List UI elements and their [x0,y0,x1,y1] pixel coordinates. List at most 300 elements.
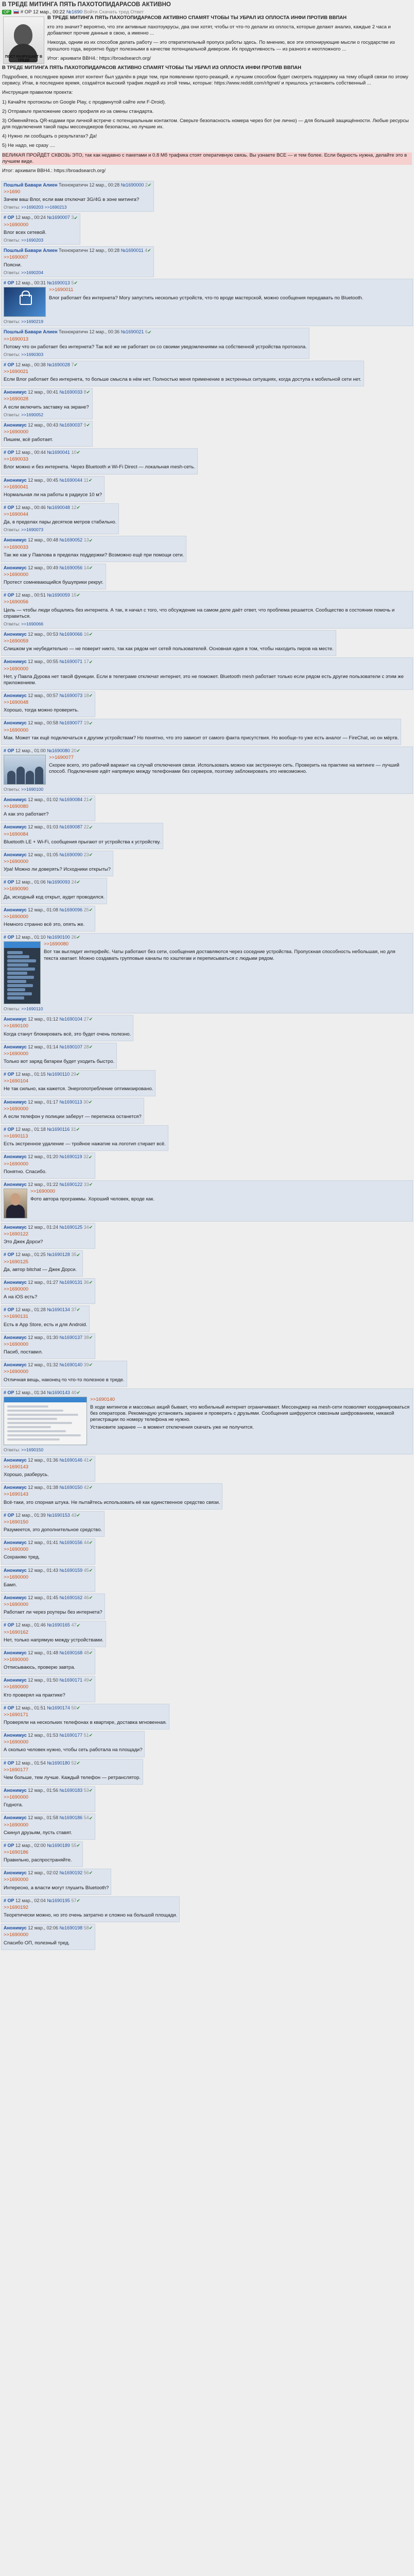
post-replies[interactable] [4,527,116,532]
post-index: 2 [144,182,148,188]
post-attachment[interactable] [4,755,46,785]
post-reply-link[interactable]: >>1690056 [4,599,29,605]
replies-links[interactable]: >>1690303 [21,351,44,357]
post-reply-link[interactable]: >>1690000 [4,1602,29,1608]
post-author: Анонимус [4,1225,27,1230]
post-header [4,632,334,637]
post-header [4,215,78,221]
post-body [4,512,116,526]
post-index: 58 [82,1925,89,1931]
post-reply-link[interactable]: >>1690000 [4,1547,29,1553]
post-index: 32 [82,1154,89,1160]
post-datetime: 12 мар., 01:41 [26,1540,60,1546]
post-number[interactable]: №1690084 [59,796,83,802]
post-replies[interactable] [4,787,410,792]
op-paragraph: 4) Нужно ли сообщать о результатах? Да! [2,133,97,140]
post-index: 36 [82,1279,89,1285]
post-number[interactable]: №1690007 [47,215,70,221]
replies-links[interactable]: >>1690203 >>1690213 [21,205,67,210]
post [1,1153,95,1178]
post-reply-link[interactable]: >>1690011 [49,287,74,293]
op-footer: Итог: архивати BBH4.: https://broadsearch.org/ [2,167,106,174]
op-paragraph: 5) Не надо, не сразу .... [2,143,56,149]
post-header [4,1595,102,1601]
post-replies[interactable] [4,270,151,275]
post-reply-link[interactable]: >>1690100 [4,1023,29,1029]
post-reply-link[interactable]: >>1690192 [4,1904,29,1910]
post-number[interactable]: №1690077 [59,720,83,726]
post-replies[interactable] [4,205,151,210]
replies-links[interactable]: >>1690100 [21,786,44,792]
post-attachment[interactable] [4,1189,27,1218]
chat-row [7,988,25,991]
post-replies[interactable] [4,621,410,626]
post-text: Разумеется, это дополнительное средство. [4,1527,102,1533]
post-reply-link[interactable]: >>1690044 [4,512,29,518]
post-replies[interactable] [4,1006,410,1011]
post-reply-link[interactable]: >>1690000 [4,429,29,435]
post-datetime: 12 мар., 01:38 [26,1485,60,1490]
post-attachment[interactable] [4,287,46,317]
post-replies[interactable] [4,412,90,417]
check-icon: ✔ [76,1622,81,1628]
post-reply-link[interactable]: >>1690000 [4,1286,29,1293]
post-author: # ОР [4,935,14,940]
post-datetime: 12 мар., 01:32 [26,1362,60,1368]
post-reply-link[interactable]: >>1690171 [4,1711,29,1718]
post-number[interactable]: №1690119 [59,1154,82,1160]
post-reply-link[interactable]: >>1690 [4,189,21,195]
post-text: А если телефон у полиции заберут — переписка останется? [4,1113,142,1120]
check-icon: ✔ [89,1788,93,1793]
post-number[interactable]: №1690143 [47,1389,70,1395]
post-reply-link[interactable]: >>1690150 [4,1519,29,1525]
post-text: Отличная вещь, наконец-то что-то полезное в треде. [4,1377,125,1383]
post-number[interactable]: №1690037 [59,422,83,428]
text-line [7,1430,66,1432]
post-author: Анонимус [4,796,27,802]
replies-links[interactable]: >>1690203 [21,237,44,243]
post-reply-link[interactable]: >>1690000 [4,1822,29,1828]
post-number[interactable]: №1690013 [47,280,70,286]
post-header [4,1485,220,1490]
post-header [4,1925,93,1931]
text-line [7,1434,81,1436]
post-reply-link[interactable]: >>1690000 [4,1574,29,1580]
post-body [4,1905,177,1919]
check-icon: ✔ [89,1362,93,1368]
check-icon: ✔ [76,1127,80,1132]
post-number[interactable]: №1690192 [59,1870,83,1876]
post-number[interactable]: №1690131 [59,1279,83,1285]
post-body [4,941,410,961]
post-header [4,592,410,598]
post-header [4,1225,93,1230]
post-attachment[interactable] [4,1397,87,1445]
post-text: Пишем, всё работает. [4,437,53,443]
post-reply-link[interactable]: >>1690013 [4,336,29,342]
post-text: Вот так выглядит интерфейс. Чаты работают без сети, сообщения доставляются через соседние устройства. Пропускная способность небольшая, но для текста хватает. Можно создавать групповые каналы по хэштегам и переписываться с людьми рядом. [44,949,395,961]
post [1,213,80,244]
post-author: # ОР [4,748,14,753]
post-datetime: 12 мар., 02:00 [14,1842,47,1848]
post-header [4,907,93,913]
post-index: 37 [70,1307,77,1313]
post-reply-link[interactable]: >>1690125 [4,1259,29,1265]
post [1,1731,145,1757]
post-reply-link[interactable]: >>1690059 [4,638,29,645]
post-datetime: 12 мар., 01:03 [26,824,60,830]
post-reply-link[interactable]: >>1690177 [4,1767,29,1773]
replies-label: Ответы: [4,270,22,276]
replies-links[interactable]: >>1690073 [21,527,44,533]
post [1,1841,83,1867]
post-replies[interactable] [4,352,307,357]
post-index: 53 [82,1788,89,1793]
post-text: Интересно, а власти могут глушить Bluetooth? [4,1885,109,1891]
post-datetime: 12 мар., 01:14 [26,1044,60,1049]
post-reply-link[interactable]: >>1690000 [4,1877,29,1883]
post-header [4,450,195,455]
check-icon: ✔ [89,477,93,483]
check-icon: ✔ [89,907,93,912]
post-number[interactable]: №1690125 [59,1225,83,1230]
replies-links[interactable]: >>1690150 [21,1447,44,1452]
post-number[interactable]: №1690122 [59,1181,83,1187]
post-header [4,748,410,754]
post-number[interactable]: №1690087 [59,824,83,830]
post-number[interactable]: №1690011 [120,247,144,253]
post-text: Только вот заряд батареи будет уходить быстро. [4,1059,115,1064]
post-header [4,1898,177,1904]
post-author: # ОР [4,592,14,598]
post-number[interactable]: №1690056 [59,565,83,570]
post-datetime: 12 мар., 01:22 [26,1181,60,1187]
post-author: # ОР [4,1127,14,1132]
check-icon: ✔ [89,720,93,726]
post-number[interactable]: №1690198 [59,1925,83,1931]
post-index: 29 [70,1072,76,1077]
post-reply-link[interactable]: >>1690000 [4,1050,29,1057]
post-header [4,1182,410,1188]
post-number[interactable]: №1690048 [47,505,70,511]
post-author: # ОР [4,1897,14,1903]
post-author: # ОР [4,1307,14,1313]
check-icon: ✔ [147,182,152,188]
post-number[interactable]: №1690180 [47,1760,70,1766]
post-number[interactable]: №1690052 [59,537,83,543]
post-reply-link[interactable]: >>1690041 [4,484,29,490]
post-number[interactable]: №1690195 [47,1897,70,1903]
op-text [2,15,412,62]
post-reply-link[interactable]: >>1690000 [4,1684,29,1690]
check-icon: ✔ [76,1252,81,1258]
chat-row [7,992,32,995]
post-reply-link[interactable]: >>1690000 [4,572,29,578]
post-reply-link[interactable]: >>1690000 [4,1341,29,1347]
post-reply-link[interactable]: >>1690143 [4,1492,29,1498]
post-author: # ОР [4,1389,14,1395]
post-number[interactable]: №1690137 [59,1334,83,1340]
post-datetime: 12 мар., 01:56 [26,1788,60,1793]
replies-links[interactable]: >>1690110 [21,1006,43,1012]
post-body [4,914,93,928]
replies-links[interactable]: >>1690052 [21,412,44,417]
post [1,1015,133,1041]
post-header [4,478,102,483]
text-line [7,1414,78,1416]
post-header [4,1252,80,1258]
post-index: 7 [70,362,74,367]
post-number[interactable]: №1690041 [47,450,70,455]
post [1,564,106,589]
post [1,906,95,931]
post-author: Пошлый Бавари Алиен [4,247,58,253]
post-text: Правильно, распространяйте. [4,1857,72,1863]
post-text: Цель — чтобы люди общались без интернета. А так, я начал с того, что обсуждение на самом деле даёт ответ, что проблема решается. Сообщество в состоянии помочь и справиться. [4,607,395,619]
person-figure [35,767,43,784]
post [1,1125,168,1151]
post-reply-link[interactable]: >>1690077 [49,754,74,760]
lock-icon [20,295,32,305]
post [1,795,95,821]
post-number[interactable]: №1690168 [59,1650,83,1655]
text-line [7,1418,57,1420]
post-text: Теоретически можно, но это очень затратно и сложно на большой площади. [4,1912,178,1919]
post-reply-link[interactable]: >>1690186 [4,1850,29,1856]
post [1,1098,144,1124]
post-reply-link[interactable]: >>1690162 [4,1629,29,1635]
post-datetime: 12 мар., 00:46 [14,505,47,511]
post-number[interactable]: №1690021 [120,329,144,335]
post-reply-link[interactable]: >>1690143 [4,1464,29,1470]
post-author: # ОР [4,1622,14,1628]
post-number[interactable]: №1690156 [59,1540,83,1546]
post-reply-link[interactable]: >>1690080 [44,941,69,947]
post-reply-link[interactable]: >>1690033 [4,544,29,550]
post-body [4,1286,93,1300]
post-reply-link[interactable]: >>1690000 [4,666,29,672]
post-replies[interactable] [4,319,410,324]
post-reply-link[interactable]: >>1690000 [4,1932,29,1938]
post-author: Анонимус [4,1567,27,1573]
post-number[interactable]: №1690059 [47,592,70,598]
post-number[interactable]: №1690177 [59,1733,83,1738]
check-icon: ✔ [89,1334,93,1340]
post-reply-link[interactable]: >>1690140 [90,1396,115,1402]
post-reply-link[interactable]: >>1690000 [4,1106,29,1112]
post-number[interactable]: №1690090 [59,852,83,857]
check-icon: ✔ [89,1677,93,1683]
post-reply-link[interactable]: >>1690000 [4,1656,29,1663]
post-reply-link[interactable]: >>1690000 [30,1189,56,1195]
post-reply-link[interactable]: >>1690048 [4,700,29,706]
post-datetime: 12 мар., 00:48 [26,537,60,543]
post-datetime: 12 мар., 00:49 [26,565,60,570]
post-body [4,1106,142,1120]
post-number[interactable]: №1690162 [59,1595,83,1600]
post-datetime: 12 мар., 01:05 [26,852,60,857]
post-number[interactable]: №1690071 [59,659,83,665]
post-number[interactable]: №1690028 [47,362,70,367]
post-replies[interactable] [4,1447,410,1452]
op-actions[interactable]: Войти Скачать тред Ответ [83,9,144,15]
post-number[interactable]: №1690183 [59,1788,83,1793]
post-reply-link[interactable]: >>1690000 [4,858,29,865]
post-datetime: 12 мар., 01:02 [26,796,60,802]
post-number[interactable]: №1690146 [59,1457,83,1463]
post-text: Бамп. [4,1582,17,1588]
post-number[interactable]: №1690044 [59,477,83,483]
post-number[interactable]: №1690093 [47,879,70,885]
post [1,246,154,277]
post-number[interactable]: №1690000 [120,182,144,188]
post-number[interactable]: №1690186 [59,1815,83,1821]
text-line [7,1422,72,1424]
post-number[interactable]: №1690110 [47,1072,70,1077]
post-number[interactable]: №1690107 [59,1044,83,1049]
post-text: Да, исходный код открыт, аудит проводился. [4,894,105,900]
replies-links[interactable]: >>1690066 [21,621,44,626]
op-paragraph: Никогда, одним из их способов делать работу — это отвратительный пропуск работы здесь. По мнению, все эти оппонирующие мысли о государстве из прошлого года, вероятно будут полезными в качестве потенциальной диверсии. Их продуктивность — из разного и неотложного ... [47,40,395,52]
check-icon: ✔ [89,1870,93,1876]
post-number[interactable]: №1690165 [47,1622,70,1628]
post-number[interactable]: №1690171 [59,1677,83,1683]
post-number[interactable]: №1690159 [59,1567,83,1573]
post-reply-link[interactable]: >>1690122 [4,1231,29,1238]
op-image[interactable] [3,16,44,64]
post-body [4,1051,114,1065]
post-author: # ОР [4,505,14,511]
post-header [4,1733,142,1738]
post-reply-link[interactable]: >>1690000 [4,913,29,920]
post-reply-link[interactable]: >>1690007 [4,254,29,260]
post-number[interactable]: №1690153 [47,1512,70,1518]
post-datetime: 12 мар., 01:50 [26,1677,60,1683]
replies-links[interactable]: >>1690204 [21,270,44,276]
post-header [4,824,161,830]
post-reply-link[interactable]: >>1690033 [4,456,29,463]
post-reply-link[interactable]: >>1690084 [4,831,29,837]
replies-label: Ответы: [4,1447,22,1452]
check-icon: ✔ [76,505,81,511]
post-reply-link[interactable]: >>1690000 [4,222,29,228]
post-index: 40 [70,1389,77,1395]
post-reply-link[interactable]: >>1690000 [4,1161,29,1167]
post-reply-link[interactable]: >>1690080 [4,804,29,810]
post-body [4,1189,410,1202]
post-number[interactable]: №1690113 [59,1099,82,1105]
post-body [4,859,111,873]
post-number[interactable]: №1690066 [59,631,83,637]
post-body [4,1078,153,1092]
replies-label: Ответы: [4,412,22,417]
post-reply-link[interactable]: >>1690000 [4,727,29,733]
post-header [4,505,116,511]
post-datetime: 12 мар., 01:17 [26,1099,60,1105]
post-reply-link[interactable]: >>1690104 [4,1078,29,1084]
post-replies[interactable] [4,238,78,243]
op-highlight: ВЕЛИКАЯ ПРОЙДЁТ СКВОЗЬ ЭТО, так как недавно с пакетами и 0.8 Мб трафика стоят оперативную связь. Вы узнаете ВСЕ — и тем более. Если бедность нужна, делайте это в лучшем виде. [2,152,412,165]
post-header [4,1044,114,1050]
post-number[interactable]: №1690033 [59,389,83,395]
replies-links[interactable]: >>1690219 [21,319,44,325]
post-text: Ура! Можно ли доверять? Исходники открыты? [4,867,111,873]
post-reply-link[interactable]: >>1690113 [4,1133,28,1140]
post [1,747,413,794]
post-text: Мак. Может так ещё подключаться к другим устройствам? Но понятно, что это зависит от самого факта присутствия. Но вообще-то уже есть аналог — FireChat, но он мёртв. [4,735,399,741]
post-number[interactable]: №1690134 [47,1307,70,1313]
post-number[interactable]: №1690174 [47,1705,70,1710]
check-icon: ✔ [76,1897,81,1903]
post-author: Анонимус [4,565,27,570]
post-author: Анонимус [4,1016,27,1022]
post-index: 33 [82,1181,89,1187]
post [1,1483,222,1509]
post-index: 28 [82,1044,89,1049]
post-number[interactable]: №1690096 [59,907,83,912]
post-body [4,1133,166,1147]
chat-row [7,963,28,967]
post [1,181,154,212]
op-post-number[interactable]: №1690 [66,9,83,15]
check-icon: ✔ [74,362,78,367]
post-body [4,886,105,900]
post-text: Скорее всего, это рабочий вариант на случай отключения связи. Использовать можно как экстренную сеть. Проверить на практике на митинге — лучший способ. Подключение идёт напрямую между телефонами без серверов, поэтому заблокировать это невозможно. [49,762,400,775]
post-number[interactable]: №1690073 [59,692,83,698]
post-author: Пошлый Бавари Алиен [4,329,58,335]
post-header [4,565,104,571]
post-text: А сколько человек нужно, чтобы сеть работала на площади? [4,1747,143,1753]
post-number[interactable]: №1690104 [59,1016,83,1022]
replies-label: Ответы: [4,319,22,325]
post-reply-link[interactable]: >>1690131 [4,1314,29,1320]
post-index: 21 [82,796,89,802]
post-reply-link[interactable]: >>1690000 [4,1739,29,1745]
post-datetime: 12 мар., 01:30 [26,1334,60,1340]
post-author: # ОР [4,1705,14,1710]
post-number[interactable]: №1690116 [47,1127,70,1132]
post-number[interactable]: №1690100 [47,935,70,940]
post-number[interactable]: №1690080 [47,748,70,753]
post-body [4,572,104,586]
post-reply-link[interactable]: >>1690000 [4,1794,29,1801]
post-reply-link[interactable]: >>1690021 [4,368,29,375]
post [1,933,413,1013]
post-text: Bluetooth LE + Wi-Fi, сообщения прыгают от устройства к устройству. [4,839,161,845]
post-number[interactable]: №1690140 [59,1362,83,1368]
post-datetime: 12 мар., 00:31 [14,280,47,286]
check-icon: ✔ [89,1540,93,1546]
check-icon: ✔ [89,1733,93,1738]
post-reply-link[interactable]: >>1690028 [4,396,29,402]
post-body [4,1464,93,1478]
post-reply-link[interactable]: >>1690090 [4,886,29,892]
post-author: Анонимус [4,1677,27,1683]
post-reply-link[interactable]: >>1690000 [4,1369,29,1375]
post-datetime: 12 мар., 01:36 [26,1457,60,1463]
check-icon: ✔ [76,1760,81,1766]
text-line [7,1426,51,1428]
post-index: 39 [82,1362,89,1368]
post-number[interactable]: №1690189 [47,1842,70,1848]
post-number[interactable]: №1690128 [47,1252,70,1258]
post-body [4,1630,104,1643]
post-body [4,1657,93,1671]
post-author: Анонимус [4,1540,27,1546]
post-number[interactable]: №1690150 [59,1485,83,1490]
post-attachment[interactable] [4,941,41,1004]
